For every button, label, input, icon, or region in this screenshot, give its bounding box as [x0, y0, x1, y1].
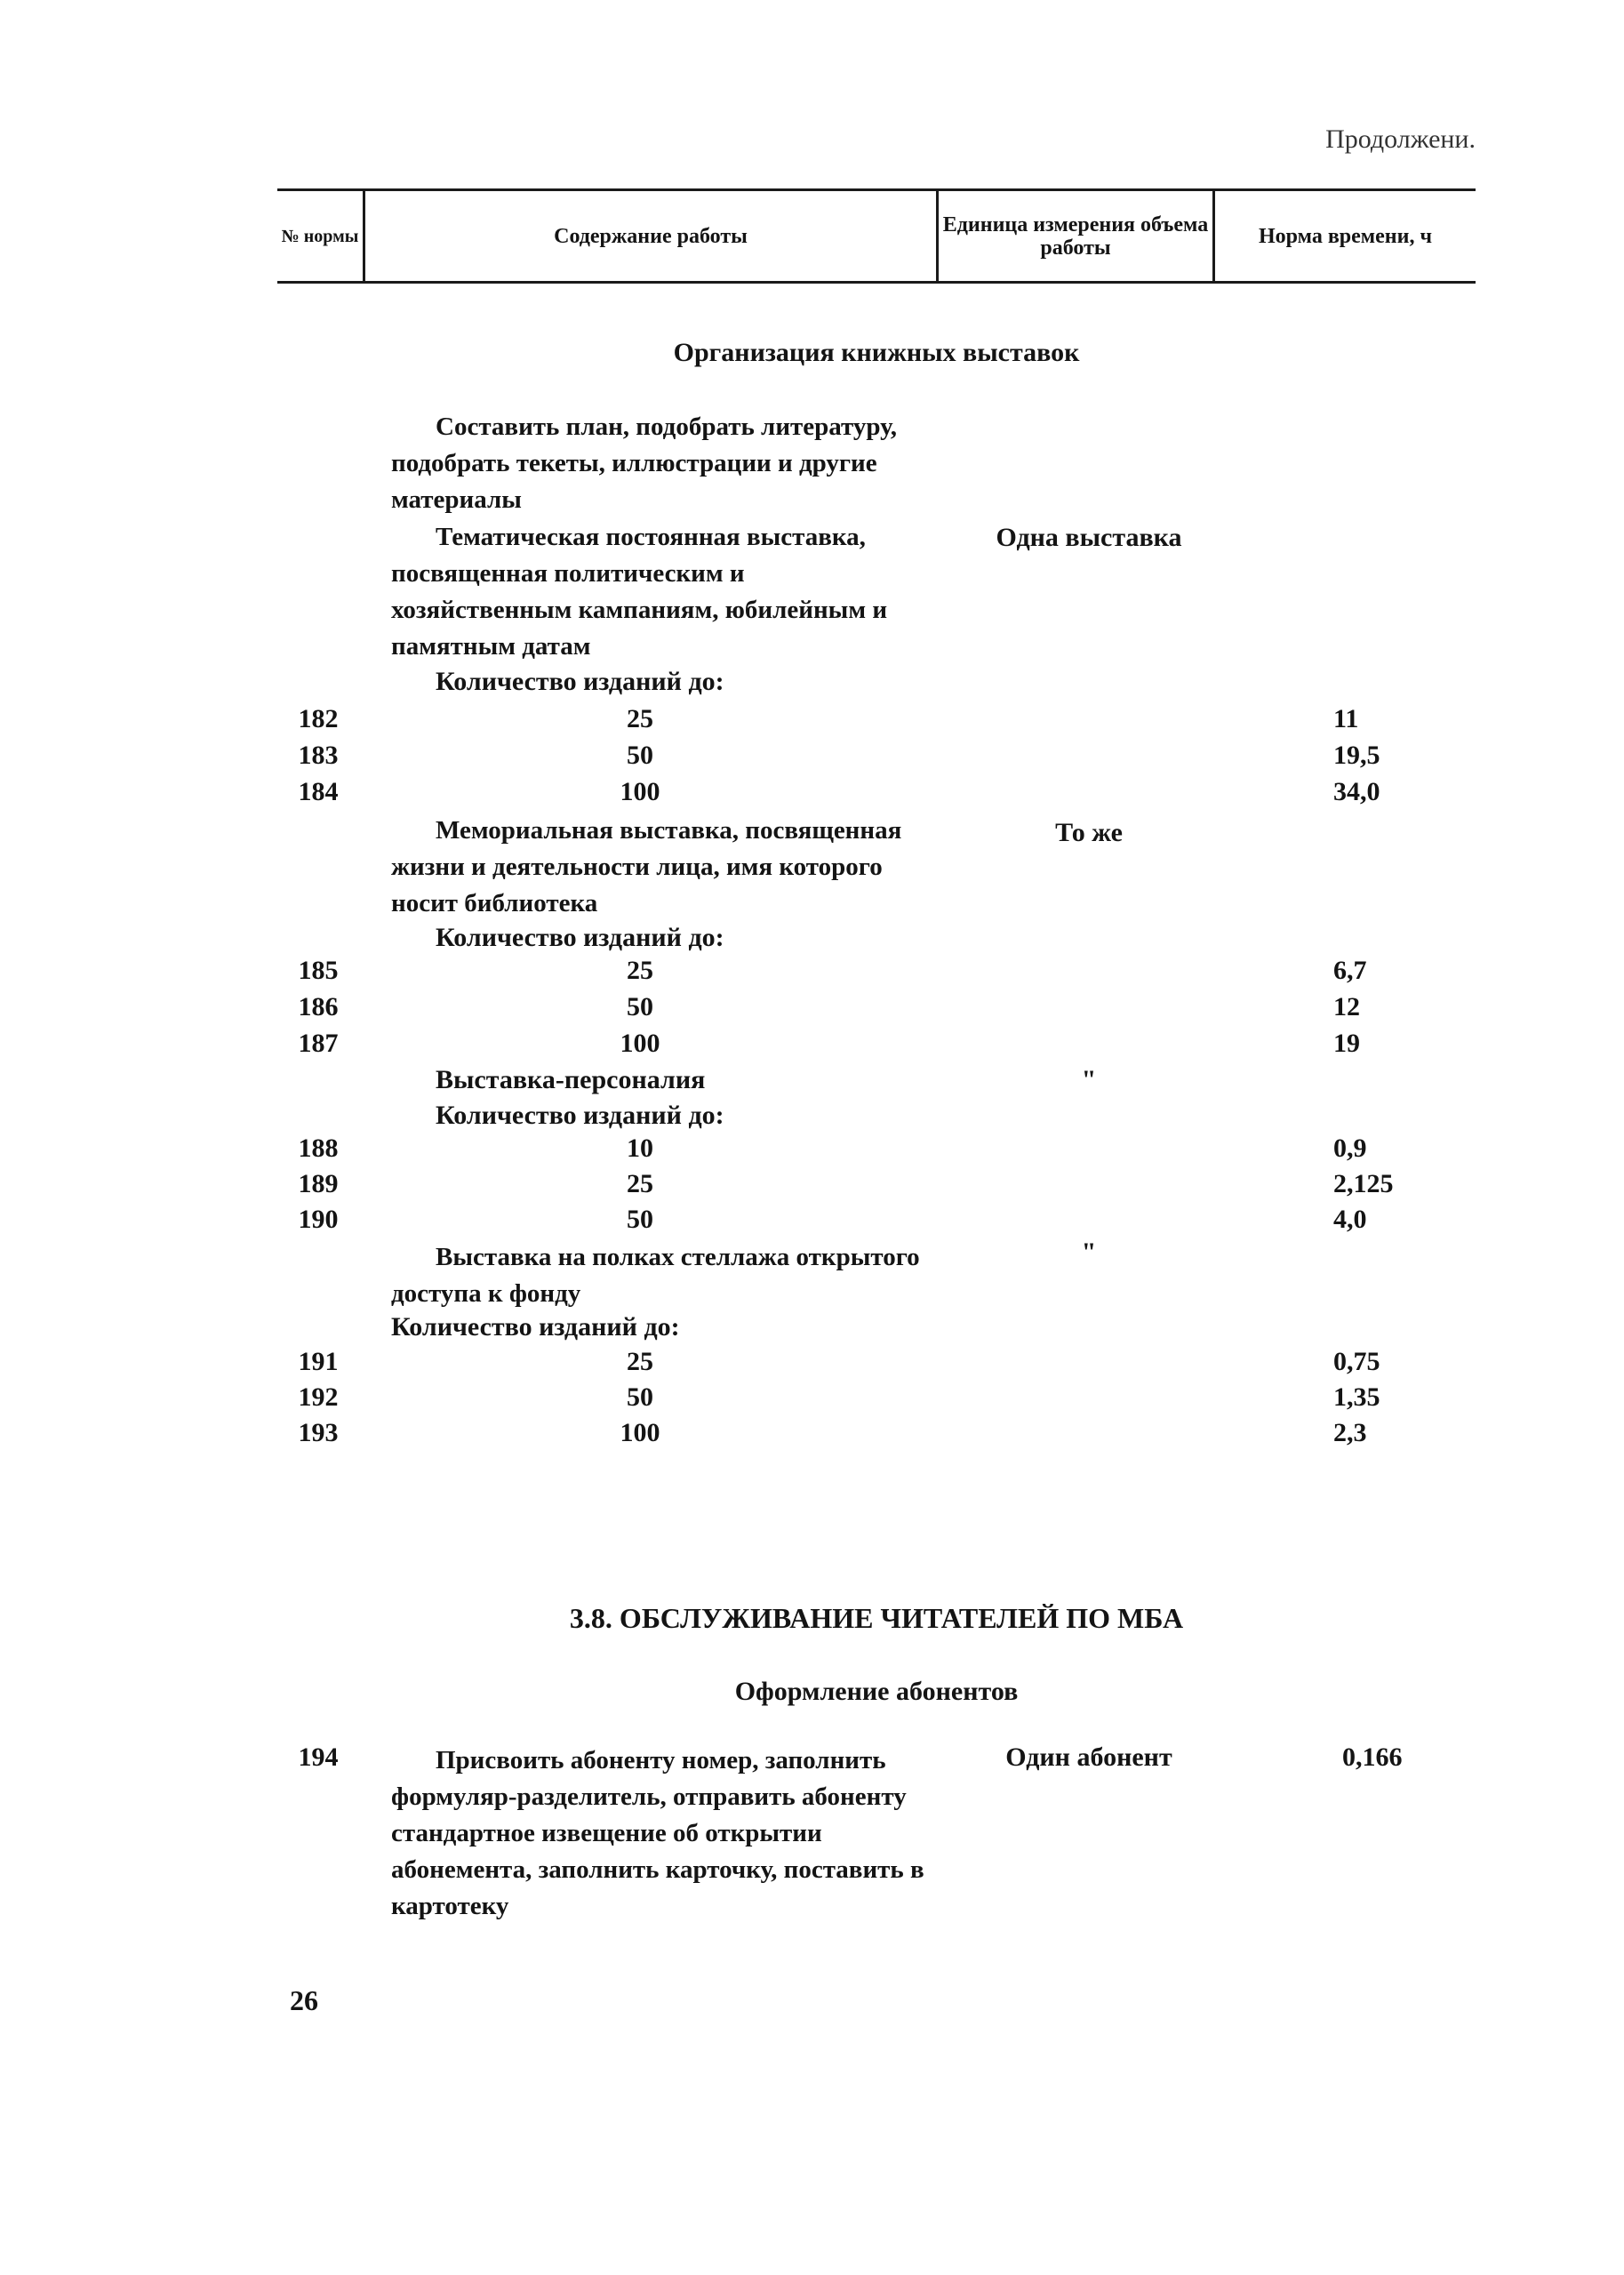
- group-description: Выставка-персоналия: [436, 1065, 706, 1094]
- header-col-norm: Норма времени, ч: [1259, 225, 1432, 248]
- norm-value: 2,3: [1333, 1418, 1367, 1447]
- table-row: [0, 992, 1624, 1028]
- table-row: [0, 1418, 1624, 1454]
- qty-value: 100: [620, 777, 660, 806]
- qty-value: 100: [620, 1418, 660, 1447]
- qty-label: Количество изданий до:: [436, 1101, 724, 1130]
- qty-value: 25: [627, 704, 653, 733]
- continued-label: Продолжени.: [1325, 124, 1476, 154]
- qty-label-row: [0, 667, 1624, 702]
- qty-label: Количество изданий до:: [391, 1312, 680, 1342]
- qty-label: Количество изданий до:: [436, 923, 724, 952]
- norm-number: 183: [298, 741, 339, 770]
- row-unit: Один абонент: [1005, 1742, 1172, 1772]
- table-row: [0, 1205, 1624, 1240]
- norm-value: 2,125: [1333, 1169, 1394, 1198]
- qty-value: 50: [627, 992, 653, 1021]
- group-unit: ": [1081, 1238, 1097, 1267]
- norm-number: 184: [298, 777, 339, 806]
- group-unit: Одна выставка: [996, 523, 1182, 552]
- norm-value: 34,0: [1333, 777, 1380, 806]
- table-row: [0, 1382, 1624, 1418]
- table-row: [0, 1347, 1624, 1382]
- section-intro: Составить план, подобрать литературу, подобрать текеты, иллюстрации и другие материалы: [391, 413, 897, 514]
- header-col-content: Содержание работы: [554, 225, 748, 248]
- norm-value: 0,75: [1333, 1347, 1380, 1376]
- header-col-number: № нормы: [281, 227, 359, 246]
- norm-number: 182: [298, 704, 339, 733]
- chapter-title: 3.8. ОБСЛУЖИВАНИЕ ЧИТАТЕЛЕЙ ПО МБА: [569, 1602, 1184, 1634]
- group-description: Мемориальная выставка, посвященная жизни и деятельности лица, имя которого носит библиотека: [391, 816, 902, 917]
- norm-value: 12: [1333, 992, 1360, 1021]
- qty-label-row: [0, 1312, 1624, 1348]
- qty-label-row: [0, 923, 1624, 958]
- norm-number: 191: [298, 1347, 339, 1376]
- qty-label: Количество изданий до:: [436, 667, 724, 696]
- qty-value: 100: [620, 1029, 660, 1058]
- group-unit: То же: [1055, 818, 1123, 847]
- norm-number: 186: [298, 992, 339, 1021]
- table-row: [0, 741, 1624, 776]
- norm-value: 0,9: [1333, 1133, 1367, 1163]
- qty-value: 25: [627, 1347, 653, 1376]
- table-row: [0, 1133, 1624, 1169]
- table-row: [0, 704, 1624, 740]
- norm-number: 194: [298, 1742, 339, 1772]
- norm-value: 4,0: [1333, 1205, 1367, 1234]
- qty-value: 50: [627, 1205, 653, 1234]
- norm-number: 189: [298, 1169, 339, 1198]
- qty-value: 25: [627, 1169, 653, 1198]
- qty-label-row: [0, 1101, 1624, 1136]
- norm-number: 185: [298, 956, 339, 985]
- table-row: [0, 1169, 1624, 1205]
- table-row: [0, 1029, 1624, 1064]
- qty-value: 25: [627, 956, 653, 985]
- norm-number: 193: [298, 1418, 339, 1447]
- group-unit: ": [1081, 1065, 1097, 1094]
- group-description: Выставка на полках стеллажа открытого доступа к фонду: [391, 1243, 920, 1308]
- qty-value: 50: [627, 1382, 653, 1412]
- norm-number: 190: [298, 1205, 339, 1234]
- table-row: [0, 956, 1624, 991]
- page-number: 26: [290, 1984, 318, 2016]
- section-subtitle: Оформление абонентов: [734, 1677, 1019, 1706]
- table-row: [0, 777, 1624, 813]
- norm-value: 0,166: [1342, 1742, 1403, 1772]
- norm-number: 188: [298, 1133, 339, 1163]
- norm-number: 187: [298, 1029, 339, 1058]
- norm-value: 11: [1333, 704, 1359, 733]
- group-description: Тематическая постоянная выставка, посвященная политическим и хозяйственным кампаниям, юбилейным и памятным датам: [391, 523, 888, 661]
- norm-number: 192: [298, 1382, 339, 1412]
- norm-value: 6,7: [1333, 956, 1367, 985]
- qty-value: 10: [627, 1133, 653, 1163]
- norm-value: 19: [1333, 1029, 1360, 1058]
- row-description: Присвоить абоненту номер, заполнить формуляр-разделитель, отправить абоненту стандартное извещение об открытии абонемента, заполнить карточку, поставить в картотеку: [391, 1746, 924, 1920]
- header-col-unit: Единица измерения объема работы: [942, 213, 1209, 260]
- norm-value: 1,35: [1333, 1382, 1380, 1412]
- group-row: [0, 1065, 1624, 1101]
- qty-value: 50: [627, 741, 653, 770]
- norm-value: 19,5: [1333, 741, 1380, 770]
- section-title: Организация книжных выставок: [673, 338, 1080, 367]
